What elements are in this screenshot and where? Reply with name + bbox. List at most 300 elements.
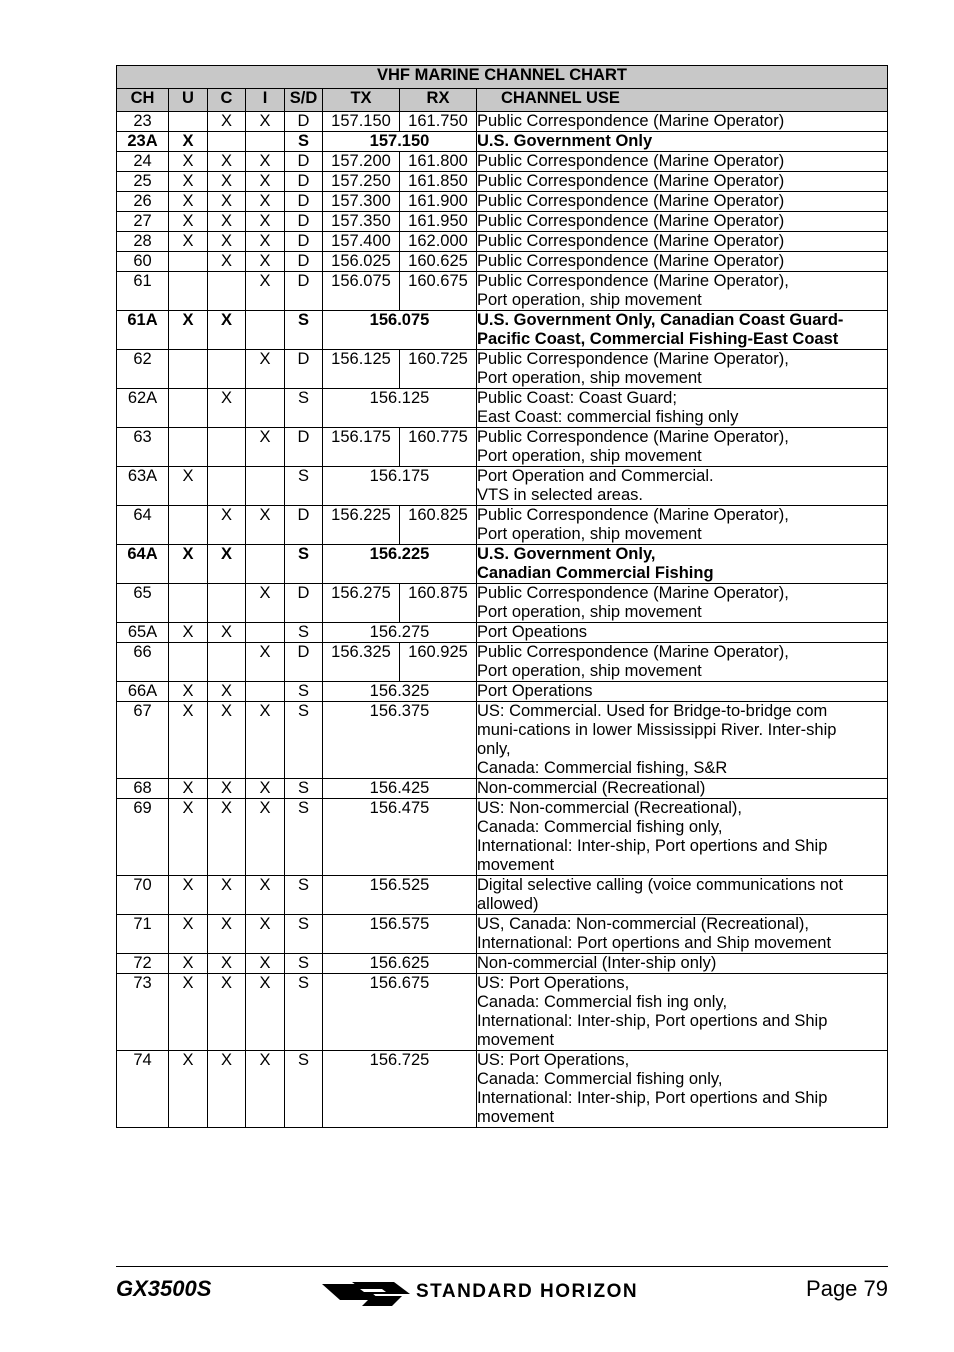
cell-channel-use <box>477 212 888 232</box>
cell-u <box>169 350 208 389</box>
cell-channel-use <box>477 974 888 1051</box>
table-row <box>117 506 888 545</box>
channel-use-line: Public Correspondence (Marine Operator) <box>477 232 785 250</box>
cell-c: X <box>208 112 246 132</box>
channel-use-line: Public Correspondence (Marine Operator) <box>477 112 785 130</box>
channel-use-line: Public Coast: Coast Guard; <box>477 389 677 407</box>
cell-ch: 63A <box>117 467 169 506</box>
cell-sd: D <box>285 152 323 172</box>
cell-sd: D <box>285 112 323 132</box>
cell-c: X <box>208 682 246 702</box>
cell-tx: 157.400 <box>323 232 400 252</box>
cell-sd: S <box>285 954 323 974</box>
channel-use-line: US: Non-commercial (Recreational), <box>477 799 742 817</box>
cell-channel-use <box>477 232 888 252</box>
cell-i: X <box>246 1051 285 1128</box>
channel-use-line: Port Opeations <box>477 623 588 641</box>
cell-i: X <box>246 252 285 272</box>
table-row <box>117 172 888 192</box>
cell-channel-use <box>477 915 888 954</box>
cell-c: X <box>208 152 246 172</box>
cell-sd: D <box>285 350 323 389</box>
cell-frequency: 156.225 <box>323 545 477 584</box>
cell-ch: 72 <box>117 954 169 974</box>
channel-use-line: International: Port opertions and Ship movement <box>477 934 832 952</box>
table-row <box>117 132 888 152</box>
cell-rx: 160.775 <box>400 428 477 467</box>
header-rx: RX <box>400 89 477 112</box>
header-channel-use: CHANNEL USE <box>477 89 888 112</box>
cell-u <box>169 584 208 623</box>
cell-i: X <box>246 112 285 132</box>
table-row <box>117 799 888 876</box>
cell-ch: 63 <box>117 428 169 467</box>
cell-sd: D <box>285 172 323 192</box>
cell-tx: 157.250 <box>323 172 400 192</box>
cell-c <box>208 132 246 152</box>
table-row <box>117 682 888 702</box>
header-tx: TX <box>323 89 400 112</box>
cell-i: X <box>246 428 285 467</box>
cell-channel-use <box>477 272 888 311</box>
cell-ch: 65A <box>117 623 169 643</box>
cell-ch: 64A <box>117 545 169 584</box>
cell-i: X <box>246 954 285 974</box>
cell-c: X <box>208 506 246 545</box>
channel-use-line: movement <box>477 1108 555 1126</box>
cell-i: X <box>246 584 285 623</box>
cell-i: X <box>246 192 285 212</box>
cell-c: X <box>208 974 246 1051</box>
cell-c: X <box>208 252 246 272</box>
cell-rx: 161.850 <box>400 172 477 192</box>
channel-use-line: Public Correspondence (Marine Operator), <box>477 506 789 524</box>
cell-frequency: 156.275 <box>323 623 477 643</box>
table-row <box>117 212 888 232</box>
cell-channel-use <box>477 779 888 799</box>
table-row <box>117 152 888 172</box>
channel-use-line: International: Inter-ship, Port opertions and Ship <box>477 837 828 855</box>
cell-u <box>169 389 208 428</box>
cell-c: X <box>208 954 246 974</box>
cell-i: X <box>246 272 285 311</box>
cell-u: X <box>169 232 208 252</box>
cell-c: X <box>208 311 246 350</box>
cell-sd: S <box>285 974 323 1051</box>
cell-u: X <box>169 702 208 779</box>
channel-use-line: Public Correspondence (Marine Operator), <box>477 350 789 368</box>
channel-use-line: Port operation, ship movement <box>477 447 702 465</box>
cell-frequency: 156.325 <box>323 682 477 702</box>
cell-rx: 161.750 <box>400 112 477 132</box>
cell-i: X <box>246 350 285 389</box>
cell-i <box>246 623 285 643</box>
chart-body <box>117 112 888 1128</box>
cell-c: X <box>208 1051 246 1128</box>
cell-i <box>246 132 285 152</box>
cell-frequency: 156.675 <box>323 974 477 1051</box>
cell-sd: S <box>285 915 323 954</box>
channel-use-line: Digital selective calling (voice communications not <box>477 876 843 894</box>
cell-rx: 160.875 <box>400 584 477 623</box>
cell-ch: 26 <box>117 192 169 212</box>
cell-i: X <box>246 643 285 682</box>
table-row <box>117 779 888 799</box>
channel-use-line: Public Correspondence (Marine Operator), <box>477 643 789 661</box>
table-row <box>117 389 888 428</box>
cell-frequency: 156.575 <box>323 915 477 954</box>
cell-sd: D <box>285 252 323 272</box>
vhf-channel-chart <box>116 65 888 1128</box>
table-row <box>117 350 888 389</box>
table-row <box>117 702 888 779</box>
cell-u <box>169 272 208 311</box>
channel-use-line: VTS in selected areas. <box>477 486 643 504</box>
cell-channel-use <box>477 623 888 643</box>
cell-sd: D <box>285 192 323 212</box>
cell-sd: S <box>285 389 323 428</box>
cell-ch: 68 <box>117 779 169 799</box>
cell-frequency: 156.725 <box>323 1051 477 1128</box>
header-ch: CH <box>117 89 169 112</box>
cell-sd: S <box>285 132 323 152</box>
table-row <box>117 428 888 467</box>
channel-use-line: Pacific Coast, Commercial Fishing-East Coast <box>477 330 839 348</box>
table-row <box>117 915 888 954</box>
cell-u: X <box>169 172 208 192</box>
channel-use-line: Public Correspondence (Marine Operator) <box>477 252 785 270</box>
cell-u: X <box>169 974 208 1051</box>
cell-u <box>169 506 208 545</box>
cell-ch: 66 <box>117 643 169 682</box>
channel-use-line: U.S. Government Only, <box>477 545 656 563</box>
cell-ch: 64 <box>117 506 169 545</box>
brand-name: STANDARD HORIZON <box>416 1281 639 1302</box>
cell-u: X <box>169 545 208 584</box>
cell-i: X <box>246 702 285 779</box>
table-row <box>117 192 888 212</box>
cell-u: X <box>169 152 208 172</box>
channel-use-line: Port operation, ship movement <box>477 369 702 387</box>
channel-use-line: Public Correspondence (Marine Operator) <box>477 172 785 190</box>
table-row <box>117 584 888 623</box>
cell-rx: 160.925 <box>400 643 477 682</box>
channel-use-line: Port operation, ship movement <box>477 603 702 621</box>
cell-tx: 156.275 <box>323 584 400 623</box>
channel-use-line: allowed) <box>477 895 539 913</box>
header-i: I <box>246 89 285 112</box>
table-row <box>117 112 888 132</box>
cell-c: X <box>208 172 246 192</box>
cell-i <box>246 682 285 702</box>
channel-use-line: East Coast: commercial fishing only <box>477 408 739 426</box>
cell-frequency: 156.075 <box>323 311 477 350</box>
channel-use-line: Public Correspondence (Marine Operator) <box>477 152 785 170</box>
channel-use-line: Public Correspondence (Marine Operator) <box>477 192 785 210</box>
cell-frequency: 156.375 <box>323 702 477 779</box>
cell-sd: D <box>285 584 323 623</box>
cell-c: X <box>208 192 246 212</box>
cell-sd: D <box>285 643 323 682</box>
cell-ch: 24 <box>117 152 169 172</box>
cell-i: X <box>246 506 285 545</box>
cell-u: X <box>169 779 208 799</box>
channel-use-line: Public Correspondence (Marine Operator), <box>477 428 789 446</box>
channel-use-line: Canada: Commercial fish ing only, <box>477 993 728 1011</box>
model-name: GX3500S <box>116 1276 212 1301</box>
cell-i <box>246 545 285 584</box>
cell-sd: S <box>285 876 323 915</box>
table-row <box>117 252 888 272</box>
channel-use-line: movement <box>477 856 555 874</box>
cell-i <box>246 467 285 506</box>
cell-sd: D <box>285 232 323 252</box>
cell-tx: 156.325 <box>323 643 400 682</box>
cell-frequency: 156.425 <box>323 779 477 799</box>
cell-c <box>208 272 246 311</box>
cell-u <box>169 252 208 272</box>
cell-rx: 160.725 <box>400 350 477 389</box>
cell-c: X <box>208 389 246 428</box>
cell-c: X <box>208 212 246 232</box>
cell-u: X <box>169 623 208 643</box>
cell-c <box>208 467 246 506</box>
cell-u: X <box>169 876 208 915</box>
cell-ch: 61A <box>117 311 169 350</box>
channel-use-line: muni-cations in lower Mississippi River. Inter-ship <box>477 721 837 739</box>
cell-rx: 160.625 <box>400 252 477 272</box>
cell-sd: D <box>285 428 323 467</box>
cell-ch: 66A <box>117 682 169 702</box>
cell-sd: S <box>285 623 323 643</box>
cell-rx: 161.950 <box>400 212 477 232</box>
cell-u: X <box>169 799 208 876</box>
cell-sd: S <box>285 545 323 584</box>
cell-sd: S <box>285 1051 323 1128</box>
cell-u: X <box>169 192 208 212</box>
cell-c: X <box>208 799 246 876</box>
cell-u: X <box>169 212 208 232</box>
cell-channel-use <box>477 545 888 584</box>
table-row <box>117 272 888 311</box>
channel-use-line: Port Operation and Commercial. <box>477 467 714 485</box>
cell-frequency: 156.525 <box>323 876 477 915</box>
cell-i <box>246 389 285 428</box>
cell-ch: 60 <box>117 252 169 272</box>
cell-i: X <box>246 212 285 232</box>
header-c: C <box>208 89 246 112</box>
channel-use-line: only, <box>477 740 511 758</box>
table-row <box>117 974 888 1051</box>
channel-use-line: Port operation, ship movement <box>477 662 702 680</box>
cell-u: X <box>169 915 208 954</box>
cell-channel-use <box>477 192 888 212</box>
cell-i: X <box>246 876 285 915</box>
cell-channel-use <box>477 954 888 974</box>
cell-tx: 157.200 <box>323 152 400 172</box>
cell-i: X <box>246 152 285 172</box>
cell-c: X <box>208 702 246 779</box>
cell-i: X <box>246 172 285 192</box>
cell-rx: 160.675 <box>400 272 477 311</box>
channel-use-line: US: Commercial. Used for Bridge-to-bridge com <box>477 702 828 720</box>
cell-u: X <box>169 467 208 506</box>
channel-use-line: movement <box>477 1031 555 1049</box>
cell-frequency: 157.150 <box>323 132 477 152</box>
cell-u <box>169 643 208 682</box>
channel-use-line: U.S. Government Only <box>477 132 653 150</box>
table-row <box>117 623 888 643</box>
cell-ch: 28 <box>117 232 169 252</box>
channel-use-line: Public Correspondence (Marine Operator), <box>477 584 789 602</box>
cell-ch: 74 <box>117 1051 169 1128</box>
standard-horizon-wing-logo <box>322 1278 412 1308</box>
cell-c: X <box>208 623 246 643</box>
cell-i: X <box>246 915 285 954</box>
table-row <box>117 876 888 915</box>
cell-rx: 161.800 <box>400 152 477 172</box>
cell-i: X <box>246 799 285 876</box>
channel-use-line: Canada: Commercial fishing only, <box>477 1070 723 1088</box>
channel-use-line: Canada: Commercial fishing only, <box>477 818 723 836</box>
brand-logo <box>322 1276 692 1312</box>
cell-u: X <box>169 311 208 350</box>
table-row <box>117 467 888 506</box>
header-u: U <box>169 89 208 112</box>
channel-use-line: International: Inter-ship, Port opertions and Ship <box>477 1089 828 1107</box>
cell-u <box>169 428 208 467</box>
channel-use-line: Public Correspondence (Marine Operator) <box>477 212 785 230</box>
table-row <box>117 311 888 350</box>
cell-channel-use <box>477 152 888 172</box>
cell-ch: 69 <box>117 799 169 876</box>
cell-sd: S <box>285 702 323 779</box>
cell-ch: 71 <box>117 915 169 954</box>
table-row <box>117 232 888 252</box>
channel-use-line: Non-commercial (Recreational) <box>477 779 706 797</box>
cell-tx: 156.175 <box>323 428 400 467</box>
cell-tx: 156.025 <box>323 252 400 272</box>
cell-c: X <box>208 779 246 799</box>
channel-use-line: Canadian Commercial Fishing <box>477 564 714 582</box>
cell-channel-use <box>477 389 888 428</box>
cell-ch: 25 <box>117 172 169 192</box>
page-number: Page 79 <box>806 1276 888 1301</box>
cell-c <box>208 350 246 389</box>
cell-i: X <box>246 779 285 799</box>
table-row <box>117 954 888 974</box>
cell-u <box>169 112 208 132</box>
channel-use-line: Port Operations <box>477 682 593 700</box>
cell-tx: 157.300 <box>323 192 400 212</box>
cell-channel-use <box>477 132 888 152</box>
header-sd: S/D <box>285 89 323 112</box>
channel-use-line: Public Correspondence (Marine Operator), <box>477 272 789 290</box>
cell-c: X <box>208 876 246 915</box>
cell-ch: 62A <box>117 389 169 428</box>
channel-use-line: Canada: Commercial fishing, S&R <box>477 759 728 777</box>
cell-channel-use <box>477 702 888 779</box>
cell-rx: 162.000 <box>400 232 477 252</box>
cell-ch: 61 <box>117 272 169 311</box>
cell-channel-use <box>477 682 888 702</box>
channel-use-line: Port operation, ship movement <box>477 291 702 309</box>
cell-channel-use <box>477 311 888 350</box>
channel-use-line: Port operation, ship movement <box>477 525 702 543</box>
cell-rx: 161.900 <box>400 192 477 212</box>
cell-ch: 65 <box>117 584 169 623</box>
cell-i: X <box>246 232 285 252</box>
channel-use-line: U.S. Government Only, Canadian Coast Guard- <box>477 311 844 329</box>
cell-frequency: 156.475 <box>323 799 477 876</box>
cell-frequency: 156.625 <box>323 954 477 974</box>
channel-use-line: International: Inter-ship, Port opertions and Ship <box>477 1012 828 1030</box>
cell-u: X <box>169 132 208 152</box>
cell-tx: 157.350 <box>323 212 400 232</box>
cell-c <box>208 428 246 467</box>
channel-use-line: Non-commercial (Inter-ship only) <box>477 954 717 972</box>
cell-sd: S <box>285 682 323 702</box>
cell-channel-use <box>477 799 888 876</box>
cell-channel-use <box>477 467 888 506</box>
cell-ch: 67 <box>117 702 169 779</box>
cell-channel-use <box>477 172 888 192</box>
cell-c: X <box>208 915 246 954</box>
cell-sd: D <box>285 212 323 232</box>
cell-i <box>246 311 285 350</box>
cell-tx: 156.075 <box>323 272 400 311</box>
table-row <box>117 643 888 682</box>
cell-sd: S <box>285 311 323 350</box>
cell-channel-use <box>477 506 888 545</box>
cell-sd: S <box>285 779 323 799</box>
cell-ch: 23 <box>117 112 169 132</box>
table-row <box>117 545 888 584</box>
cell-sd: D <box>285 272 323 311</box>
cell-u: X <box>169 954 208 974</box>
cell-ch: 62 <box>117 350 169 389</box>
cell-c: X <box>208 232 246 252</box>
cell-channel-use <box>477 252 888 272</box>
channel-use-line: US: Port Operations, <box>477 974 630 992</box>
cell-c <box>208 643 246 682</box>
cell-channel-use <box>477 428 888 467</box>
cell-u: X <box>169 682 208 702</box>
cell-ch: 70 <box>117 876 169 915</box>
cell-channel-use <box>477 350 888 389</box>
cell-i: X <box>246 974 285 1051</box>
cell-rx: 160.825 <box>400 506 477 545</box>
cell-ch: 23A <box>117 132 169 152</box>
cell-channel-use <box>477 876 888 915</box>
cell-sd: S <box>285 467 323 506</box>
cell-ch: 73 <box>117 974 169 1051</box>
footer-rule <box>116 1266 888 1267</box>
cell-channel-use <box>477 643 888 682</box>
cell-sd: S <box>285 799 323 876</box>
cell-ch: 27 <box>117 212 169 232</box>
channel-use-line: US: Port Operations, <box>477 1051 630 1069</box>
cell-frequency: 156.175 <box>323 467 477 506</box>
chart-title: VHF MARINE CHANNEL CHART <box>117 66 888 89</box>
cell-channel-use <box>477 584 888 623</box>
cell-tx: 156.225 <box>323 506 400 545</box>
cell-c <box>208 584 246 623</box>
cell-sd: D <box>285 506 323 545</box>
cell-tx: 157.150 <box>323 112 400 132</box>
cell-tx: 156.125 <box>323 350 400 389</box>
channel-use-line: US, Canada: Non-commercial (Recreational), <box>477 915 809 933</box>
